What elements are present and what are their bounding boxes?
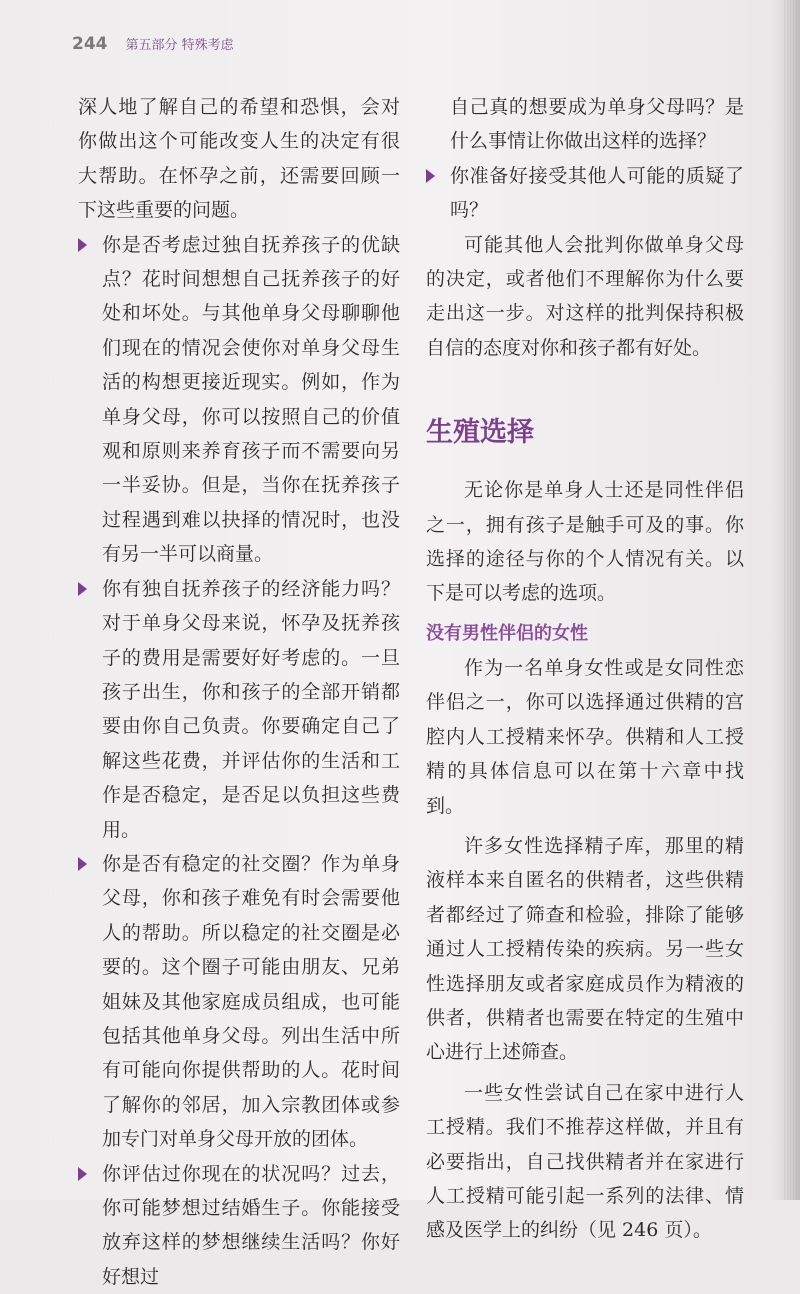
triangle-bullet-icon [426,169,435,183]
triangle-bullet-icon [78,238,87,252]
body-paragraph: 许多女性选择精子库，那里的精液样本来自匿名的供精者，这些供精者都经过了筛查和检验，排除了能够通过人工授精传染的疾病。另一些女性选择朋友或者家庭成员作为精液的供者，供精者也需要在特定的生殖中心进行上述筛查。 [426,834,744,1064]
bullet-text: 你准备好接受其他人可能的质疑了吗？ [450,164,744,222]
bullet-item [78,847,400,1157]
bullet-item [78,572,400,847]
body-paragraph: 可能其他人会批判你做单身父母的决定，或者他们不理解你为什么要走出这一步。对这样的批判保持积极自信的态度对你和孩子都有好处。 [426,233,744,359]
bullet-text: 你是否有稳定的社交圈？作为单身父母，你和孩子难免有时会需要他人的帮助。所以稳定的社交圈是必要的。这个圈子可能由朋友、兄弟姐妹及其他家庭成员组成，也可能包括其他单身父母。列出生活中所有可能向你提供帮助的人。花时间了解你的邻居，加入宗教团体或参加专门对单身父母开放的团体。 [102,852,400,1151]
body-paragraph: 作为一名单身女性或是女同性恋伴侣之一，你可以选择通过供精的宫腔内人工授精来怀孕。供精和人工授精的具体信息可以在第十六章中找到。 [426,656,744,817]
triangle-bullet-icon [78,1167,87,1181]
section-title: 第五部分 特殊考虑 [125,38,234,53]
triangle-bullet-icon [78,582,87,596]
triangle-bullet-icon [78,857,87,871]
body-paragraph: 一些女性尝试自己在家中进行人工授精。我们不推荐这样做，并且有必要指出，自己找供精者并在家进行人工授精可能引起一系列的法律、情感及医学上的纠纷（见 246 页）。 [426,1081,744,1242]
bullet-text: 你是否考虑过独自抚养孩子的优缺点？花时间想想自己抚养孩子的好处和坏处。与其他单身父母聊聊他们现在的情况会使你对单身父母生活的构想更接近现实。例如，作为单身父母，你可以按照自己的价值观和原则来养育孩子而不需要向另一半妥协。但是，当你在抚养孩子过程遇到难以抉择的情况时，也没有另一半可以商量。 [102,233,400,566]
running-header [72,34,234,54]
bullet-item [78,1157,400,1294]
page-edge-lines [784,0,798,1200]
bullet-continuation: 自己真的想要成为单身父母吗？是什么事情让你做出这样的选择？ [450,96,744,153]
bullet-item [426,159,744,228]
bullet-item [78,228,400,572]
left-column [78,90,400,1294]
bullet-text: 你有独自抚养孩子的经济能力吗？对于单身父母来说，怀孕及抚养孩子的费用是需要好好考虑的。一旦孩子出生，你和孩子的全部开销都要由你自己负责。你要确定自己了解这些花费，并评估你的生活和工作是否稳定，是否足以负担这些费用。 [102,577,400,841]
bullet-text: 你评估过你现在的状况吗？过去，你可能梦想过结婚生子。你能接受放弃这样的梦想继续生活吗？你好好想过 [102,1162,400,1288]
section-heading: 生殖选择 [426,417,534,449]
right-column [426,90,744,1248]
subsection-heading: 没有男性伴侣的女性 [426,622,588,644]
page-number: 244 [72,34,108,54]
body-paragraph: 无论你是单身人士还是同性伴侣之一，拥有孩子是触手可及的事。你选择的途径与你的个人情况有关。以下是可以考虑的选项。 [426,479,744,605]
intro-paragraph: 深人地了解自己的希望和恐惧，会对你做出这个可能改变人生的决定有很大帮助。在怀孕之前，还需要回顾一下这些重要的问题。 [78,96,400,222]
